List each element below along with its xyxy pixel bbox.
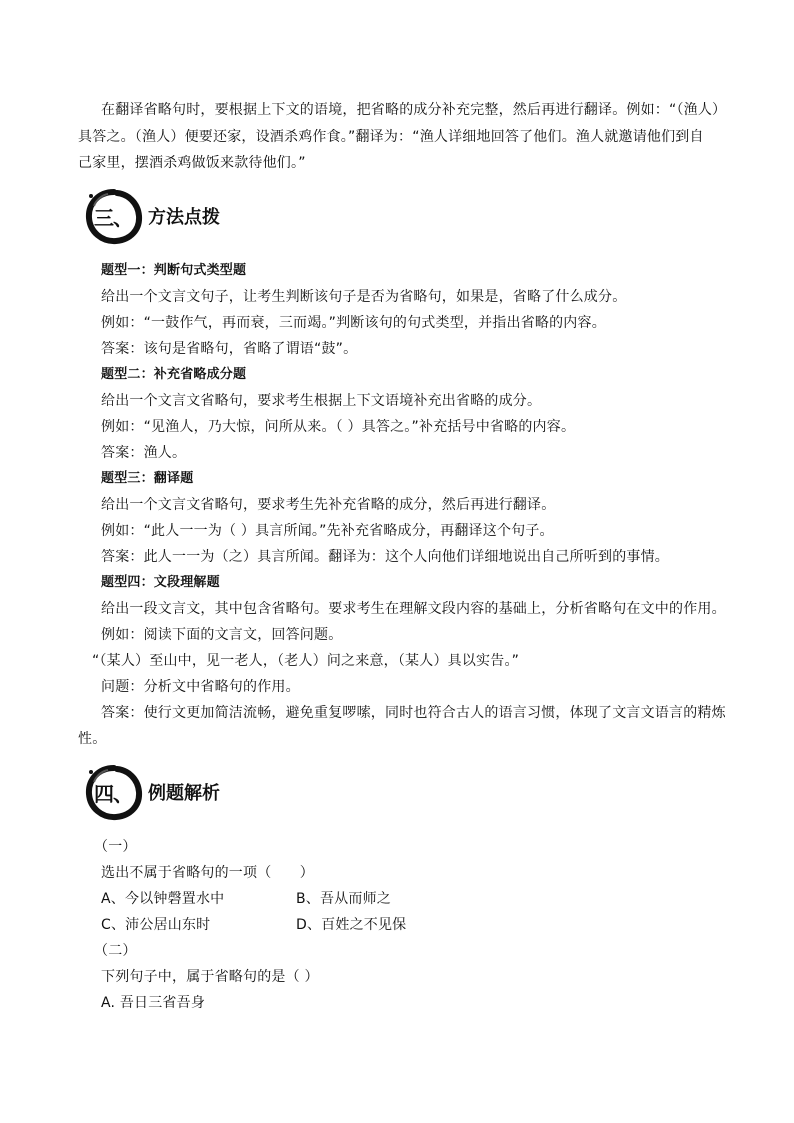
type-4-answer-line-2: 性。 bbox=[78, 731, 107, 747]
question-1-option-c: C、沛公居山东时 bbox=[101, 917, 211, 933]
question-1-stem: 选出不属于省略句的一项（ ） bbox=[101, 865, 314, 881]
type-3-example: 例如：“此人一一为（ ）具言所闻。”先补充省略成分，再翻译这个句子。 bbox=[101, 523, 554, 539]
type-1-title: 题型一：判断句式类型题 bbox=[101, 263, 247, 278]
intro-line-3: 己家里，摆酒杀鸡做饭来款待他们。” bbox=[78, 155, 306, 171]
ink-circle-icon bbox=[84, 762, 144, 822]
type-1-example: 例如：“一鼓作气，再而衰，三而竭。”判断该句的句式类型，并指出省略的内容。 bbox=[101, 315, 606, 331]
ink-circle-icon bbox=[84, 186, 144, 246]
section-4-heading bbox=[84, 762, 220, 822]
question-1-label: （一） bbox=[94, 839, 137, 855]
question-1-option-b: B、吾从而师之 bbox=[296, 891, 392, 907]
section-3-title: 方法点拨 bbox=[148, 207, 220, 228]
type-4-passage: “（某人）至山中，见一老人，（老人）问之来意，（某人）具以实告。” bbox=[92, 653, 520, 669]
type-1-answer: 答案：该句是省略句，省略了谓语“鼓”。 bbox=[101, 341, 358, 357]
type-3-desc: 给出一个文言文省略句，要求考生先补充省略的成分，然后再进行翻译。 bbox=[101, 497, 556, 513]
type-2-example: 例如：“见渔人，乃大惊，问所从来。（ ）具答之。”补充括号中省略的内容。 bbox=[101, 419, 576, 435]
type-2-desc: 给出一个文言文省略句，要求考生根据上下文语境补充出省略的成分。 bbox=[101, 393, 542, 409]
type-3-title: 题型三：翻译题 bbox=[101, 471, 194, 486]
type-4-question: 问题：分析文中省略句的作用。 bbox=[101, 679, 300, 695]
type-2-title: 题型二：补充省略成分题 bbox=[101, 367, 247, 382]
question-2-option-a: A. 吾日三省吾身 bbox=[101, 995, 206, 1011]
type-1-desc: 给出一个文言文句子，让考生判断该句子是否为省略句，如果是，省略了什么成分。 bbox=[101, 289, 627, 305]
type-4-example: 例如：阅读下面的文言文，回答问题。 bbox=[101, 627, 343, 643]
type-4-answer-line-1: 答案：使行文更加简洁流畅，避免重复啰嗦，同时也符合古人的语言习惯，体现了文言文语言的精炼 bbox=[101, 705, 726, 721]
type-3-answer: 答案：此人一一为（之）具言所闻。翻译为：这个人向他们详细地说出自己所听到的事情。 bbox=[101, 549, 669, 565]
intro-line-1: 在翻译省略句时，要根据上下文的语境，把省略的成分补充完整，然后再进行翻译。例如：“（渔人） bbox=[101, 102, 727, 118]
section-4-number: 四、 bbox=[94, 782, 132, 806]
type-2-answer: 答案：渔人。 bbox=[101, 445, 187, 461]
intro-line-2: 具答之。（渔人）便要还家，设酒杀鸡作食。”翻译为：“渔人详细地回答了他们。渔人就邀请他们到自 bbox=[78, 129, 704, 145]
question-2-stem: 下列句子中，属于省略句的是（ ） bbox=[101, 969, 319, 985]
question-1-option-a: A、今以钟磬置水中 bbox=[101, 891, 225, 907]
section-4-title: 例题解析 bbox=[148, 783, 220, 804]
question-2-label: （二） bbox=[94, 943, 137, 959]
section-3-heading bbox=[84, 186, 220, 246]
question-1-option-d: D、百姓之不见保 bbox=[296, 917, 407, 933]
section-3-number: 三、 bbox=[94, 206, 132, 230]
type-4-title: 题型四：文段理解题 bbox=[101, 575, 220, 590]
type-4-desc: 给出一段文言文，其中包含省略句。要求考生在理解文段内容的基础上，分析省略句在文中的作用。 bbox=[101, 601, 726, 617]
